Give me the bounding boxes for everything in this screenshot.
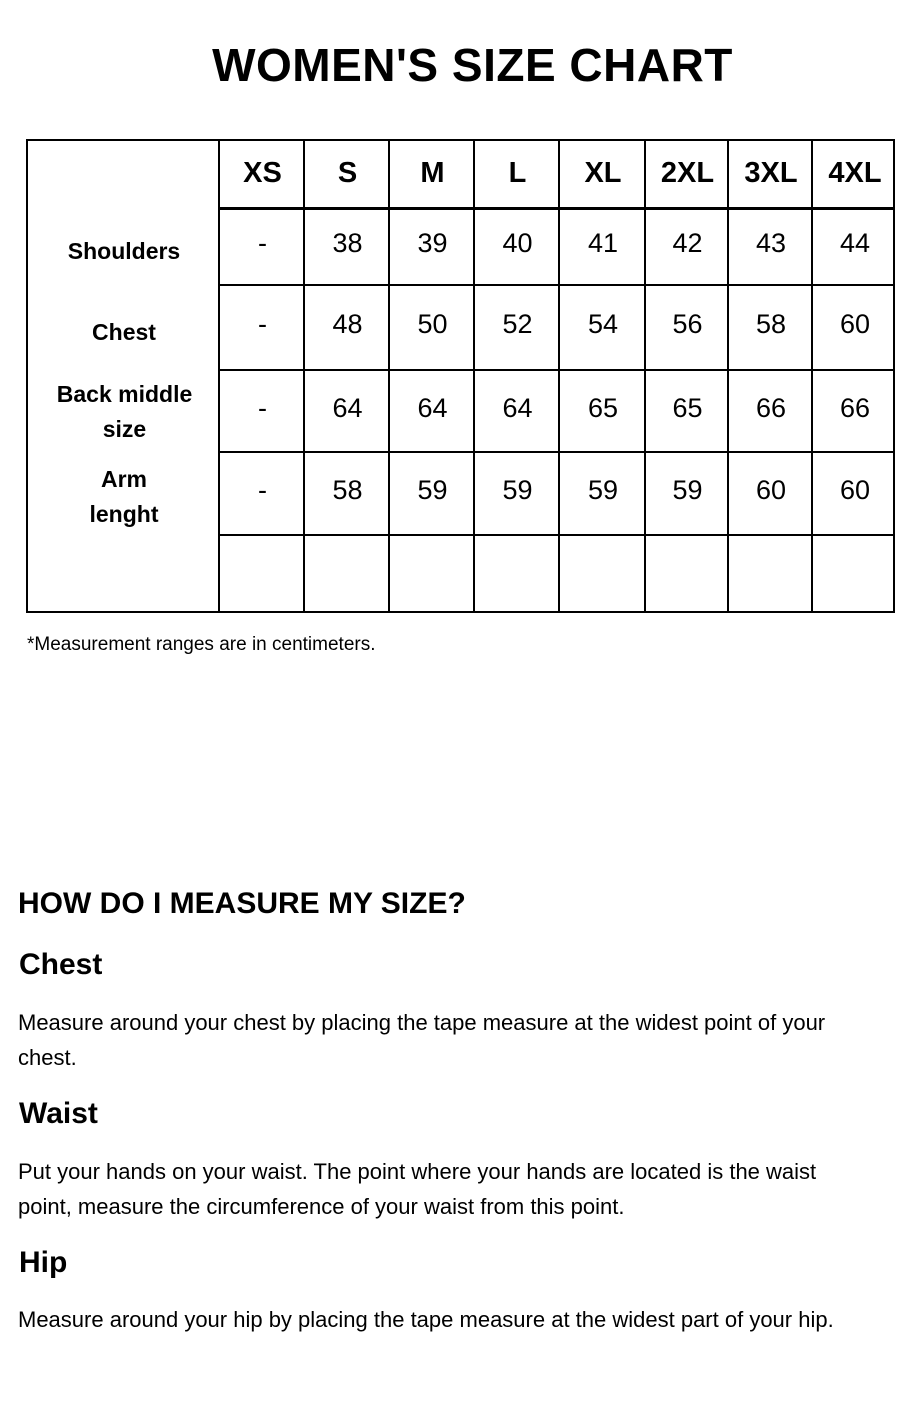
size-header: XL <box>584 156 622 189</box>
size-header: 4XL <box>828 156 882 189</box>
section-title-hip: Hip <box>19 1246 68 1279</box>
table-cell: 42 <box>672 228 703 258</box>
row-divider <box>219 534 893 536</box>
table-cell: 65 <box>672 392 703 423</box>
table-cell: 59 <box>587 475 619 505</box>
size-chart-table <box>26 139 895 613</box>
table-cell: 58 <box>755 309 787 339</box>
table-cell: 65 <box>587 392 619 423</box>
table-cell: - <box>258 392 267 423</box>
row-label: Arm lenght <box>89 466 159 527</box>
table-cell: 59 <box>672 475 703 505</box>
section-text-waist: Put your hands on your waist. The point where your hands are located is the waist point, measure the circumference of your waist from this point. <box>18 1159 817 1219</box>
page-title: WOMEN'S SIZE CHART <box>212 39 733 91</box>
section-title-waist: Waist <box>19 1097 98 1130</box>
size-header: M <box>420 156 445 189</box>
table-cell: 52 <box>502 309 533 339</box>
section-text-chest: Measure around your chest by placing the tape measure at the widest point of your chest. <box>18 1010 826 1070</box>
table-cell: 60 <box>755 475 787 505</box>
table-cell: 59 <box>502 475 533 505</box>
row-label: Shoulders <box>67 238 181 264</box>
guide-heading: HOW DO I MEASURE MY SIZE? <box>18 887 466 920</box>
table-cell: 50 <box>417 309 448 339</box>
table-cell: 41 <box>587 228 619 258</box>
size-header: XS <box>243 156 282 189</box>
table-cell: 44 <box>839 228 871 258</box>
table-cell: 56 <box>672 309 703 339</box>
size-header: 2XL <box>660 156 715 189</box>
table-cell: - <box>258 475 267 505</box>
size-header: S <box>337 156 358 189</box>
table-cell: 64 <box>332 392 363 423</box>
table-cell: 66 <box>839 392 871 423</box>
size-header: 3XL <box>744 156 798 189</box>
section-text-hip: Measure around your hip by placing the tape measure at the widest part of your hip. <box>18 1307 834 1332</box>
table-cell: 38 <box>332 228 363 258</box>
table-cell: 48 <box>332 309 363 339</box>
table-cell: 60 <box>839 309 871 339</box>
size-header: L <box>508 156 527 189</box>
table-cell: - <box>258 228 267 258</box>
table-cell: 66 <box>755 392 787 423</box>
table-cell: 60 <box>839 475 871 505</box>
table-cell: 58 <box>332 475 363 505</box>
table-cell: 43 <box>755 228 787 258</box>
table-cell: 39 <box>417 228 448 258</box>
table-cell: 64 <box>502 392 533 423</box>
measurement-note: *Measurement ranges are in centimeters. <box>27 634 376 655</box>
row-label: Chest <box>92 319 156 345</box>
table-cell: 40 <box>502 228 533 258</box>
section-title-chest: Chest <box>19 948 103 981</box>
row-label: Back middle size <box>56 381 193 442</box>
table-cell: 64 <box>417 392 448 423</box>
table-cell: 59 <box>417 475 448 505</box>
table-cell: - <box>258 309 267 339</box>
table-cell: 54 <box>587 309 619 339</box>
